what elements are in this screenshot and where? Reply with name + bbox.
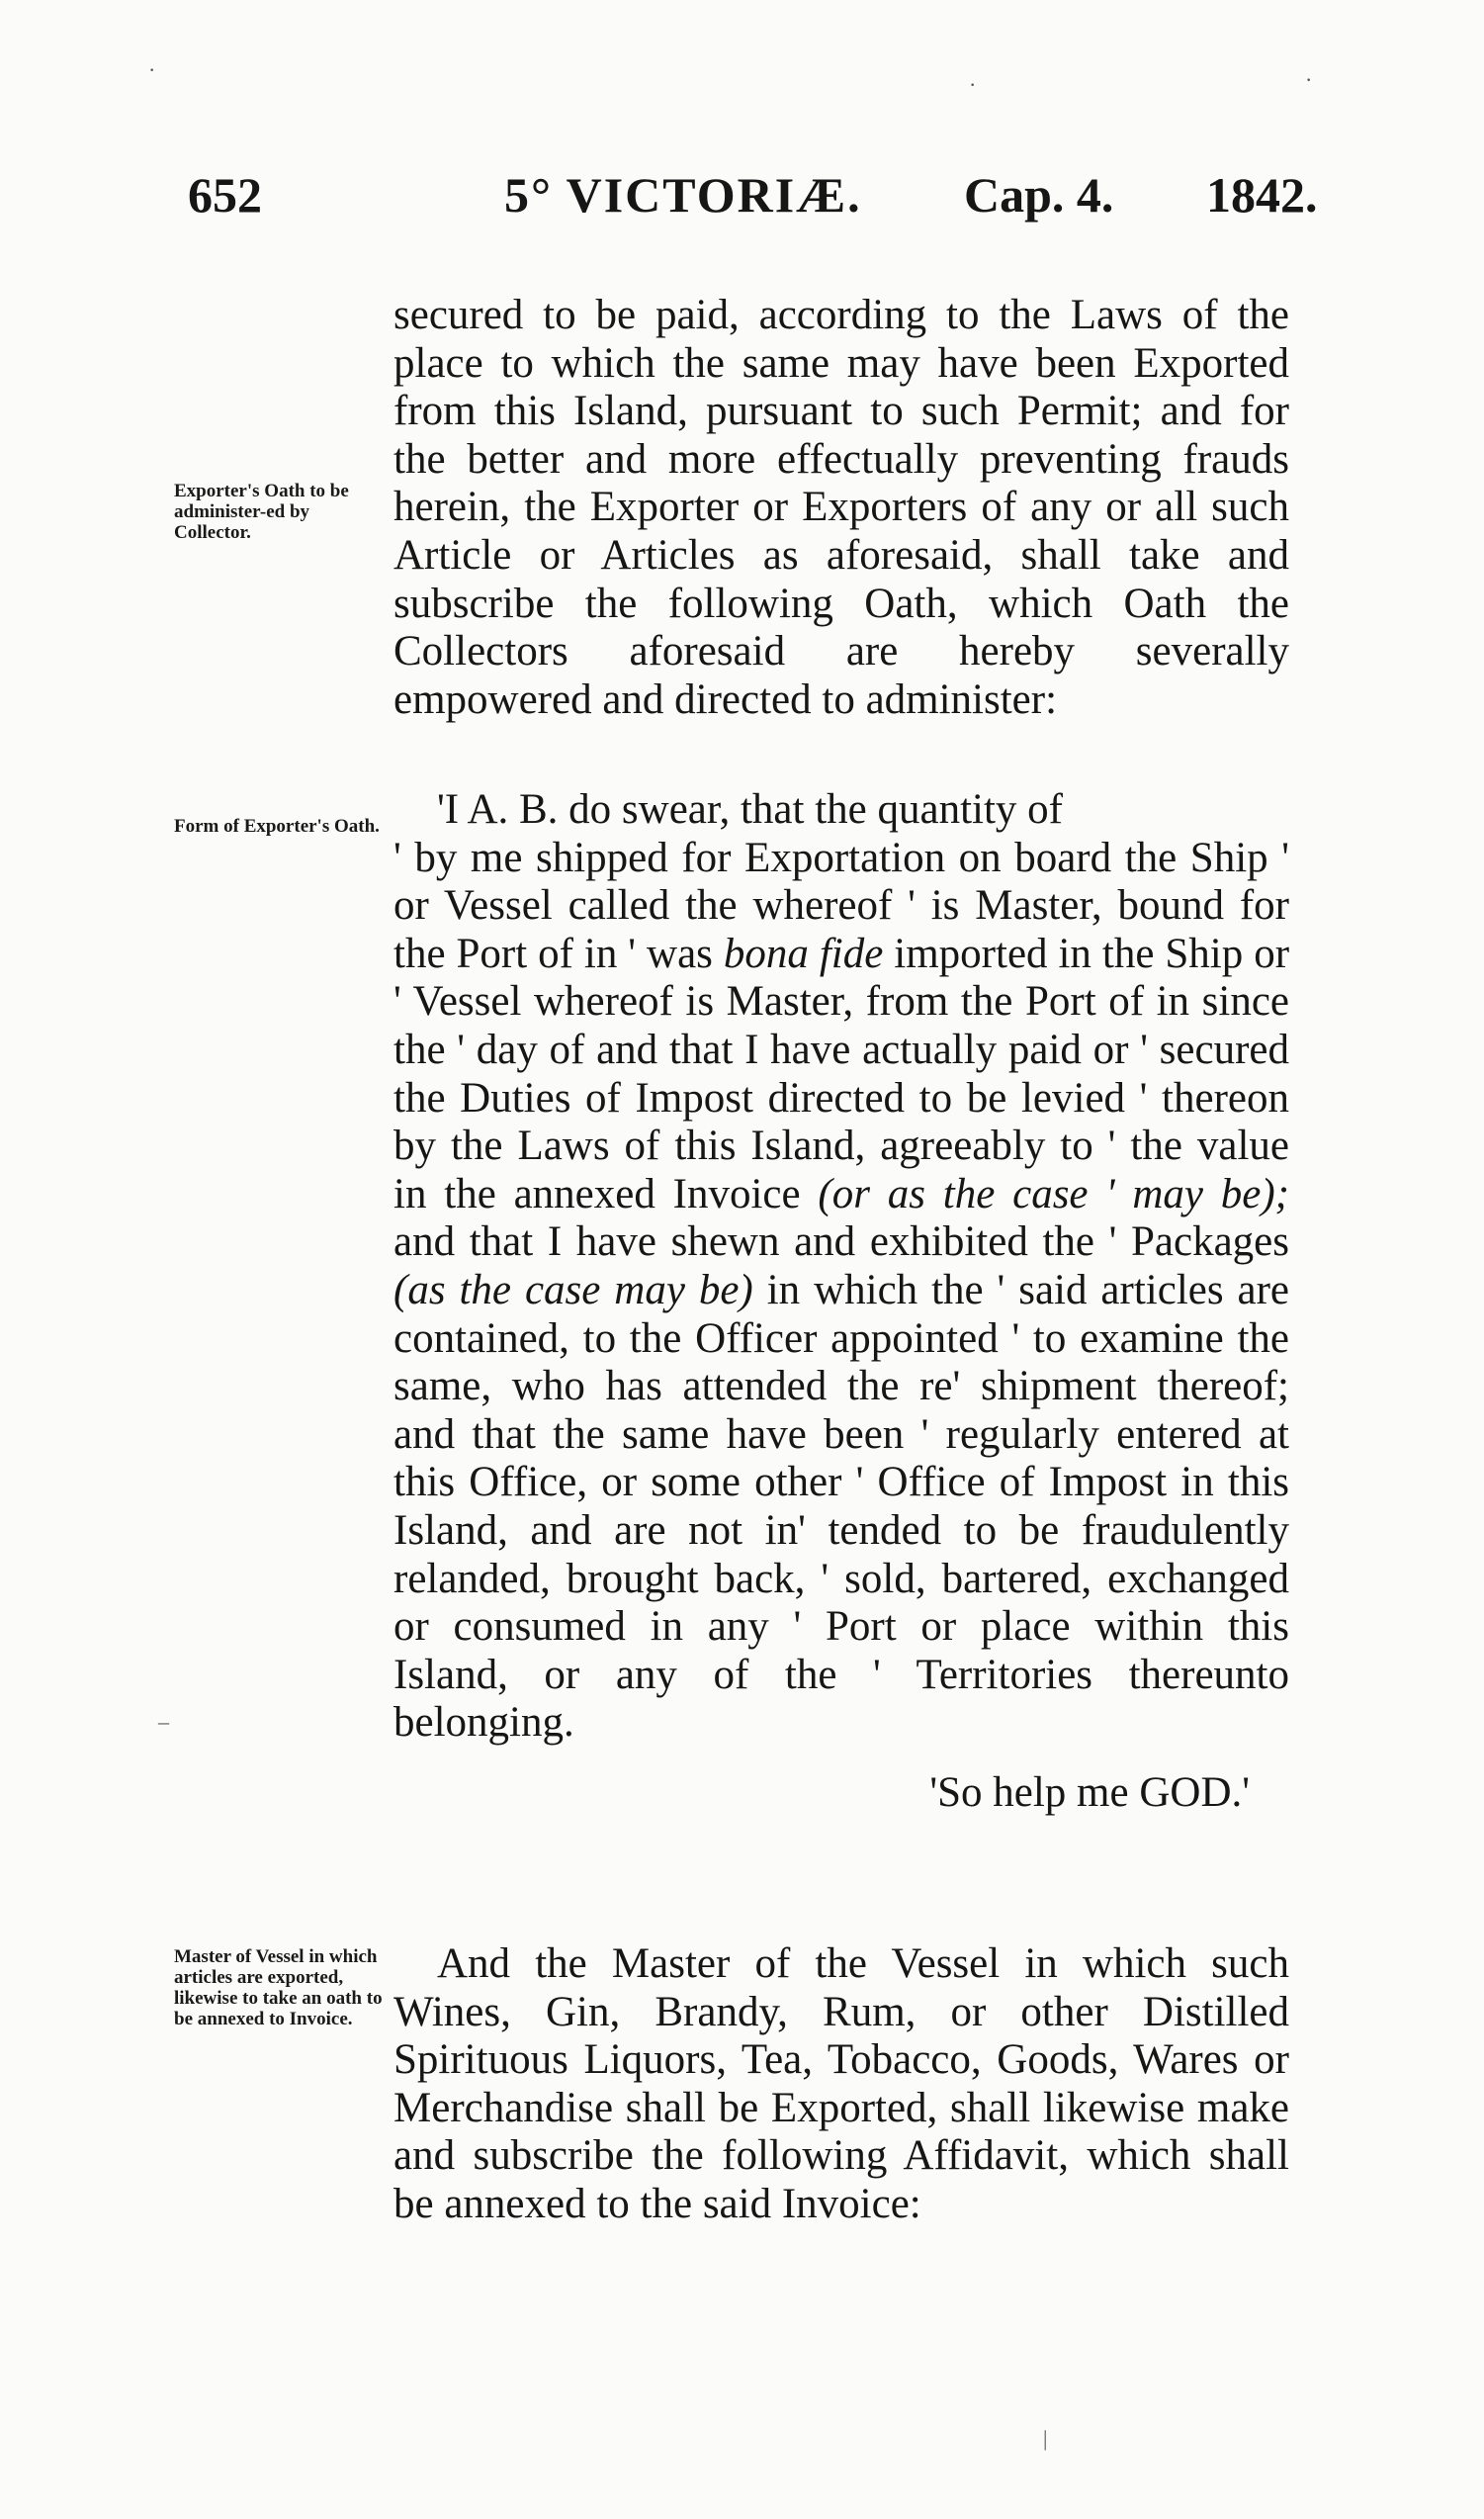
calendar-year: 1842. [1206, 167, 1318, 223]
oath-body [393, 835, 1289, 1748]
running-header [188, 166, 1318, 245]
margin-note-master-oath: Master of Vessel in which articles are exported, likewise to take an oath to be annexed to Invoice. [174, 1946, 383, 2029]
oath-segment-1: ' by me shipped for Exportation on board the Ship ' or Vessel called the whereof ' is Master, bound for the Port of in ' was [393, 834, 1289, 977]
oath-italic-bona-fide: bona fide [723, 930, 884, 977]
oath-segment-4: in which the ' said articles are contained, to the Officer appointed ' to examine the same, who has attended the re' shipment thereof; and that the same have been ' regularly entered at this Office, or some other ' Office of Impost in this Island, and are not in' tended to be fraudulently relanded, brought back, ' sold, bartered, exchanged or consumed in any ' Port or place within this Island, or any of the ' Territories thereunto belonging. [393, 1266, 1290, 1747]
oath-segment-2: imported in the Ship or ' Vessel whereof is Master, from the Port of in since the ' day of and that I have actually paid or ' secured the Duties of Impost directed to be levied ' thereon by the Laws of this Island, agreeably to ' the value in the annexed Invoice [393, 930, 1290, 1217]
margin-note-exporter-oath: Exporter's Oath to be administer-ed by Collector. [174, 481, 349, 543]
oath-text [393, 786, 1289, 1817]
paragraph-master-affidavit: And the Master of the Vessel in which such Wines, Gin, Brandy, Rum, or other Distilled Spirituous Liquors, Tea, Tobacco, Goods, Wares or Merchandise shall be Exported, shall likewise make and subscribe the following Affidavit, which shall be annexed to the said Invoice: [393, 1940, 1289, 2227]
body-text [393, 292, 1289, 724]
page-number: 652 [188, 167, 262, 223]
oath-closing: 'So help me GOD.' [929, 1768, 1250, 1816]
oath-opening: 'I A. B. do swear, that the quantity of [437, 786, 1063, 833]
paragraph-exporter-oath: secured to be paid, according to the Laws of the place to which the same may have been Exported from this Island, pursuant to such Permit; and for the better and more effectually preventing frauds herein, the Exporter or Exporters of any or all such Article or Articles as aforesaid, shall take and subscribe the following Oath, which Oath the Collectors aforesaid are hereby severally empowered and directed to administer: [393, 292, 1289, 723]
chapter-number: Cap. 4. [964, 167, 1114, 223]
oath-segment-3: and that I have shewn and exhibited the ' Packages [393, 1218, 1289, 1266]
body-text-master [393, 1940, 1289, 2229]
regnal-year: 5° VICTORIÆ. [504, 167, 862, 223]
scan-speck: · [1305, 67, 1313, 92]
scan-speck: – [158, 1709, 169, 1734]
scan-speck: · [148, 57, 156, 82]
oath-italic-case-2: (as the case may be) [393, 1266, 753, 1313]
oath-italic-case-1: (or as the case ' may be); [818, 1170, 1289, 1217]
scan-speck: · [969, 72, 977, 97]
scan-speck: | [1043, 2426, 1048, 2451]
margin-note-form-of-oath: Form of Exporter's Oath. [174, 816, 380, 837]
